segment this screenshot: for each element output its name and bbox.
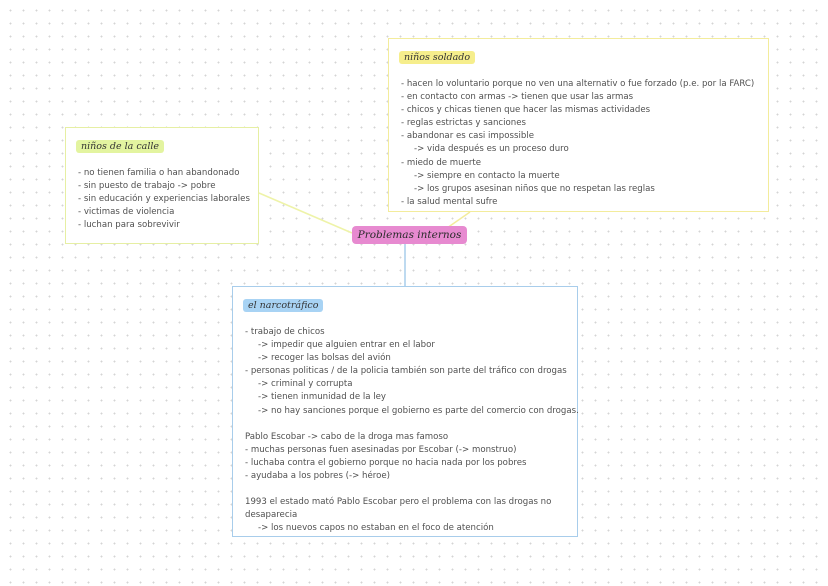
topic-card-ninos-de-la-calle[interactable]	[65, 127, 259, 244]
list-item: -> los nuevos capos no estaban en el foco de atención	[258, 523, 494, 534]
list-item: desaparecia	[245, 510, 298, 521]
list-item: - trabajo de chicos	[245, 327, 325, 337]
list-item: - la salud mental sufre	[401, 196, 498, 207]
list-item: -> los grupos asesinan niños que no respetan las reglas	[414, 183, 655, 194]
list-item: -> vida después es un proceso duro	[414, 144, 569, 155]
list-item: -> impedir que alguien entrar en el labor	[258, 340, 435, 351]
topic-title-narcotrafico: el narcotráfico	[243, 299, 323, 312]
list-spacer	[245, 483, 567, 496]
topic-title-ninos-de-la-calle: niños de la calle	[76, 140, 164, 153]
list-item: - victimas de violencia	[78, 207, 175, 218]
list-item: 1993 el estado mató Pablo Escobar pero el problema con las drogas no	[245, 497, 552, 508]
list-item: - sin educación y experiencias laborales	[78, 194, 250, 205]
central-topic[interactable]: Problemas internos	[352, 226, 467, 244]
topic-card-ninos-soldado[interactable]	[388, 38, 769, 212]
list-item: - chicos y chicas tienen que hacer las mismas actividades	[401, 105, 651, 116]
list-item: - abandonar es casi impossible	[401, 131, 534, 142]
topic-title-ninos-soldado: niños soldado	[399, 51, 475, 64]
list-item: - reglas estrictas y sanciones	[401, 118, 526, 129]
list-item: -> no hay sanciones porque el gobierno es parte del comercio con drogas.	[258, 405, 579, 416]
connector-ninos-calle	[259, 193, 352, 233]
list-item: - muchas personas fuen asesinadas por Escobar (-> monstruo)	[245, 444, 517, 455]
list-item: - no tienen familia o han abandonado	[78, 168, 240, 178]
list-item: - luchaba contra el gobierno porque no hacia nada por los pobres	[245, 457, 527, 468]
topic-list-ninos-de-la-calle	[78, 167, 248, 232]
topic-card-narcotrafico[interactable]	[232, 286, 578, 537]
list-item: - hacen lo voluntario porque no ven una alternativ o fue forzado (p.e. por la FARC)	[401, 79, 755, 89]
list-spacer	[245, 418, 567, 431]
list-item: - luchan para sobrevivir	[78, 220, 180, 231]
list-item: -> tienen inmunidad de la ley	[258, 392, 387, 403]
list-item: -> siempre en contacto la muerte	[414, 170, 560, 181]
list-item: - sin puesto de trabajo -> pobre	[78, 181, 216, 192]
list-item: -> criminal y corrupta	[258, 379, 353, 390]
list-item: Pablo Escobar -> cabo de la droga mas famoso	[245, 431, 449, 442]
topic-list-narcotrafico	[245, 326, 579, 536]
list-item: - en contacto con armas -> tienen que usar las armas	[401, 92, 634, 103]
list-item: - ayudaba a los pobres (-> héroe)	[245, 471, 391, 482]
list-item: - personas politicas / de la policia también son parte del tráfico con drogas	[245, 366, 567, 377]
list-item: -> recoger las bolsas del avión	[258, 353, 391, 364]
topic-list-ninos-soldado	[401, 78, 758, 209]
list-item: - miedo de muerte	[401, 157, 482, 168]
